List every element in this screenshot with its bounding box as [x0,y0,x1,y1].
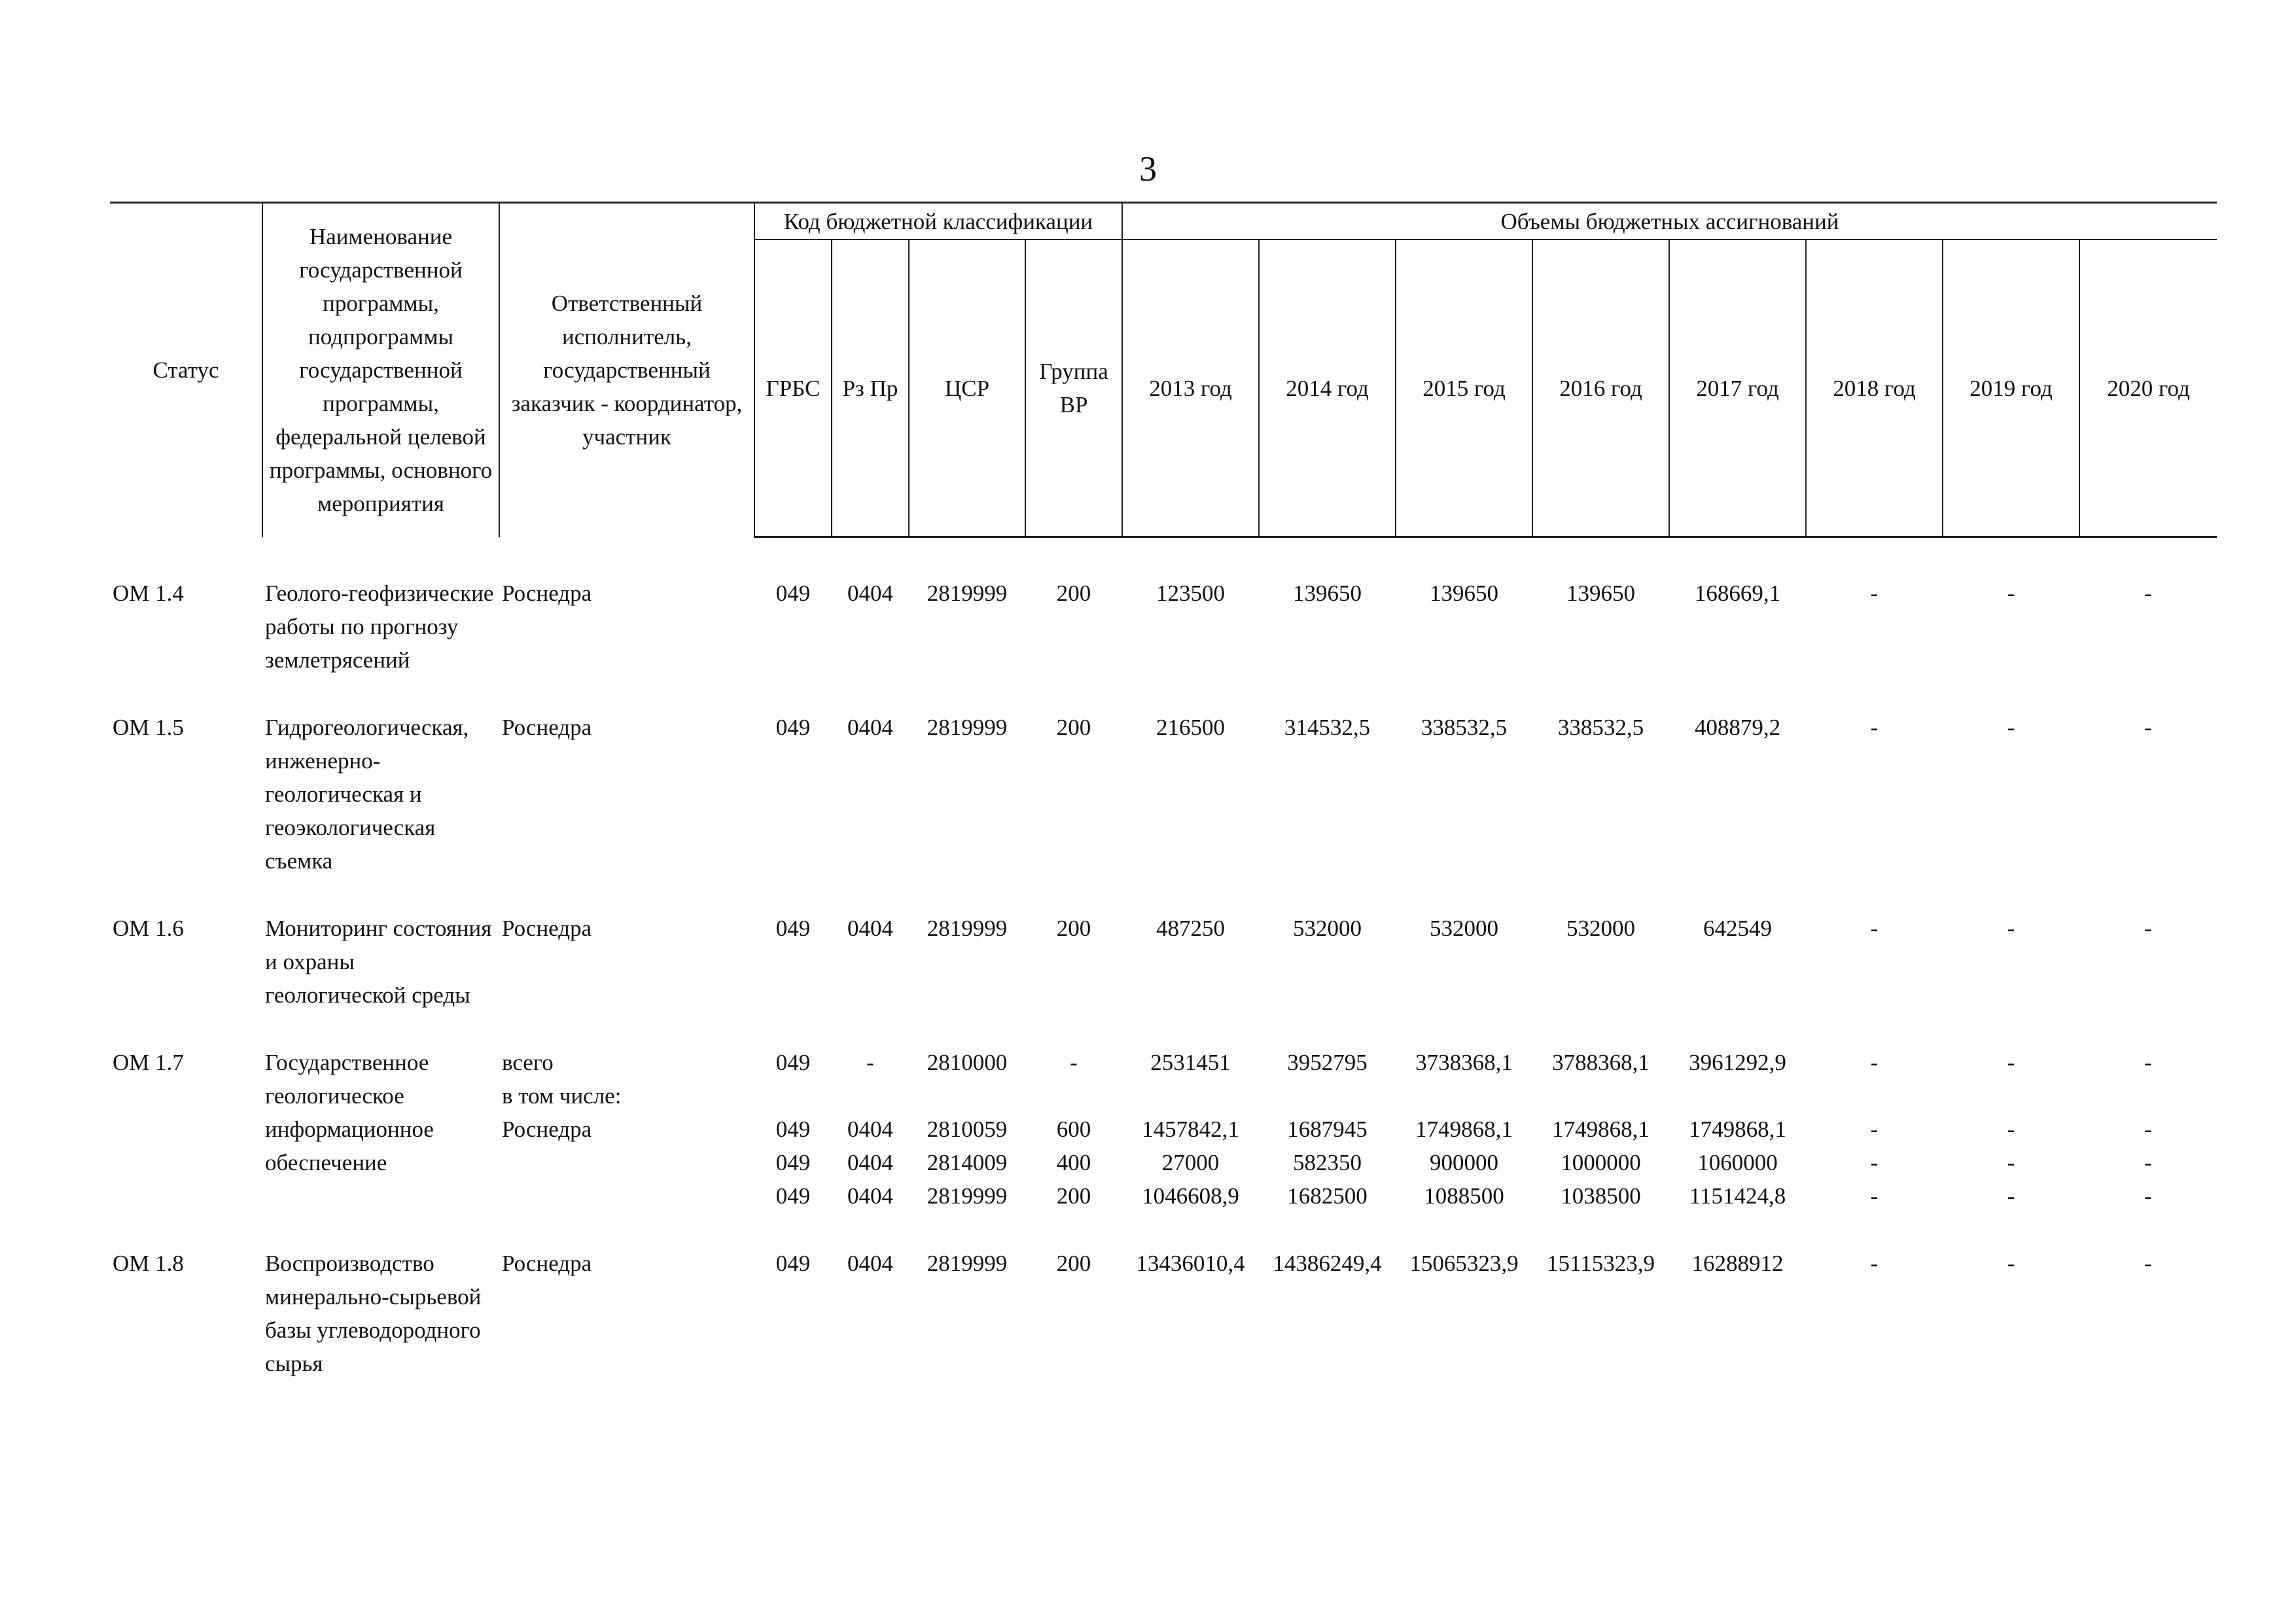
row-year-value: 14386249,4 [1273,1250,1382,1276]
row-year-value [1396,1079,1532,1113]
row-year-value: 532000 [1566,915,1635,941]
row-year-value: - [1870,1250,1879,1276]
row-grbs: 049 [775,1116,811,1142]
row-program-name: Государственное геологическое информационное обеспечение [265,1049,434,1175]
row-grbs: 049 [775,1049,811,1075]
budget-allocations-table [110,202,2217,1380]
row-year-value: - [2007,1116,2015,1142]
row-year-value: - [1870,714,1879,740]
row-status: ОМ 1.5 [113,714,184,740]
table-row [110,577,2217,677]
row-executor: всего [502,1049,554,1075]
row-year-value: 27000 [1161,1149,1220,1175]
row-year-value: - [1870,1049,1879,1075]
row-year-value: - [1870,1149,1879,1175]
row-executor: Роснедра [502,1250,592,1276]
row-year-value: 123500 [1156,580,1225,606]
row-year-value: - [2144,714,2152,740]
row-year-value: 1749868,1 [1552,1116,1650,1142]
row-executor [499,1179,754,1213]
table-row [110,912,2217,1012]
header-year: 2015 год [1396,240,1532,537]
row-csr: 2819999 [927,1183,1008,1209]
row-year-value: - [2144,1049,2152,1075]
table-row [110,1046,2217,1079]
row-executor [499,1146,754,1179]
row-group-vr: 200 [1056,915,1091,941]
table-body [110,537,2217,1380]
row-rz-pr: 0404 [847,580,893,606]
row-year-value: - [1870,580,1879,606]
row-year-value: 139650 [1430,580,1498,606]
row-group-vr: - [1070,1049,1078,1075]
row-csr: 2810059 [927,1116,1008,1142]
row-year-value: 1038500 [1561,1183,1641,1209]
row-year-value: 216500 [1156,714,1225,740]
row-rz-pr: 0404 [847,714,893,740]
row-year-value: - [1870,1183,1879,1209]
row-year-value: 642549 [1703,915,1772,941]
row-year-value [1532,1079,1669,1113]
row-year-value: 3961292,9 [1689,1049,1786,1075]
row-year-value [1122,1079,1259,1113]
row-year-value: - [2007,915,2015,941]
header-year: 2014 год [1259,240,1396,537]
row-rz-pr: 0404 [847,1116,893,1142]
row-year-value: 338532,5 [1557,714,1644,740]
row-year-value: - [2007,1049,2015,1075]
row-year-value [2079,1079,2217,1113]
row-status: ОМ 1.7 [113,1049,184,1075]
row-year-value: - [2144,1149,2152,1175]
row-year-value [1259,1079,1396,1113]
row-year-value: 408879,2 [1694,714,1781,740]
row-rz-pr: 0404 [847,1250,893,1276]
row-group-vr: 600 [1056,1116,1091,1142]
row-year-value: 1046608,9 [1142,1183,1239,1209]
row-csr: 2819999 [927,1250,1008,1276]
row-year-value: 338532,5 [1421,714,1508,740]
row-group-vr: 200 [1056,714,1091,740]
header-budget-code-group: Код бюджетной классификации [754,203,1122,240]
row-grbs [754,1079,832,1113]
row-year-value: 3952795 [1287,1049,1368,1075]
row-year-value: 532000 [1430,915,1498,941]
row-year-value: - [2007,714,2015,740]
row-year-value: 2531451 [1150,1049,1231,1075]
row-program-name: Геолого-геофизические работы по прогнозу землетрясений [265,580,494,673]
header-volumes-group: Объемы бюджетных ассигнований [1122,203,2217,240]
row-group-vr: 400 [1056,1149,1091,1175]
row-rz-pr: - [866,1049,874,1075]
row-executor: Роснедра [502,915,592,941]
row-year-value: - [2144,915,2152,941]
row-year-value: - [2144,580,2152,606]
row-program-name: Гидрогеологическая, инженерно-геологическая и геоэкологическая съемка [265,714,469,874]
header-csr: ЦСР [909,240,1025,537]
row-year-value: 1749868,1 [1689,1116,1786,1142]
row-year-value: 900000 [1430,1149,1498,1175]
row-rz-pr: 0404 [847,1183,893,1209]
row-year-value [1806,1079,1943,1113]
row-rz-pr [832,1079,909,1113]
row-year-value: - [2007,1149,2015,1175]
row-year-value: 1151424,8 [1689,1183,1786,1209]
header-status: Статус [110,203,262,537]
row-year-value: - [2007,1183,2015,1209]
page-number: 3 [1139,149,1157,188]
row-year-value: 168669,1 [1694,580,1781,606]
row-year-value: 1088500 [1424,1183,1504,1209]
header-year: 2017 год [1669,240,1806,537]
row-executor: Роснедра [502,1116,592,1142]
row-grbs: 049 [775,915,811,941]
table-header [110,203,2217,537]
row-year-value: - [2144,1183,2152,1209]
row-csr: 2819999 [927,714,1008,740]
header-year: 2013 год [1122,240,1259,537]
row-grbs: 049 [775,1149,811,1175]
row-grbs: 049 [775,580,811,606]
header-year: 2020 год [2079,240,2217,537]
row-grbs: 049 [775,714,811,740]
header-rz-pr: Рз Пр [832,240,909,537]
row-year-value: - [2007,1250,2015,1276]
row-csr: 2819999 [927,580,1008,606]
row-csr: 2810000 [927,1049,1008,1075]
row-group-vr [1025,1079,1122,1113]
row-status: ОМ 1.6 [113,915,184,941]
row-year-value: 314532,5 [1284,714,1371,740]
row-year-value: 13436010,4 [1136,1250,1245,1276]
row-grbs: 049 [775,1250,811,1276]
row-year-value: 139650 [1566,580,1635,606]
header-group-vr: Группа ВР [1025,240,1122,537]
row-csr: 2814009 [927,1149,1008,1175]
header-executor: Ответственный исполнитель, государственный заказчик - координатор, участник [499,203,754,537]
row-year-value: 15065323,9 [1409,1250,1519,1276]
row-year-value: 1682500 [1287,1183,1368,1209]
row-year-value: - [2007,580,2015,606]
row-group-vr: 200 [1056,1250,1091,1276]
table-row [110,1247,2217,1380]
row-year-value: 3788368,1 [1552,1049,1650,1075]
row-year-value: 3738368,1 [1415,1049,1513,1075]
row-group-vr: 200 [1056,1183,1091,1209]
row-year-value: - [2144,1116,2152,1142]
row-executor: Роснедра [502,580,592,606]
row-year-value [1669,1079,1806,1113]
row-year-value: 582350 [1293,1149,1362,1175]
row-year-value: - [1870,915,1879,941]
table-row [110,711,2217,878]
row-year-value: 15115323,9 [1547,1250,1655,1276]
row-program-name: Воспроизводство минерально-сырьевой базы углеводородного сырья [265,1250,482,1376]
row-year-value: 1749868,1 [1415,1116,1513,1142]
row-year-value: 16288912 [1691,1250,1784,1276]
header-year: 2018 год [1806,240,1943,537]
row-year-value: 139650 [1293,580,1362,606]
row-year-value: 1457842,1 [1142,1116,1239,1142]
row-status: ОМ 1.8 [113,1250,184,1276]
row-year-value: - [2144,1250,2152,1276]
row-csr [909,1079,1025,1113]
row-year-value: 532000 [1293,915,1362,941]
row-rz-pr: 0404 [847,915,893,941]
header-program-name: Наименование государственной программы, подпрограммы государственной программы, федеральной целевой программы, основного мероприятия [262,203,499,537]
row-executor: Роснедра [502,714,592,740]
row-program-name: Мониторинг состояния и охраны геологической среды [265,915,492,1008]
row-year-value [1943,1079,2079,1113]
row-year-value: 1000000 [1561,1149,1641,1175]
row-rz-pr: 0404 [847,1149,893,1175]
header-year: 2016 год [1532,240,1669,537]
row-year-value: 1687945 [1287,1116,1368,1142]
row-group-vr: 200 [1056,580,1091,606]
header-grbs: ГРБС [754,240,832,537]
row-year-value: 487250 [1156,915,1225,941]
row-status: ОМ 1.4 [113,580,184,606]
row-csr: 2819999 [927,915,1008,941]
row-year-value: 1060000 [1697,1149,1778,1175]
row-grbs: 049 [775,1183,811,1209]
header-year: 2019 год [1943,240,2079,537]
row-year-value: - [1870,1116,1879,1142]
row-executor: в том числе: [502,1082,622,1109]
